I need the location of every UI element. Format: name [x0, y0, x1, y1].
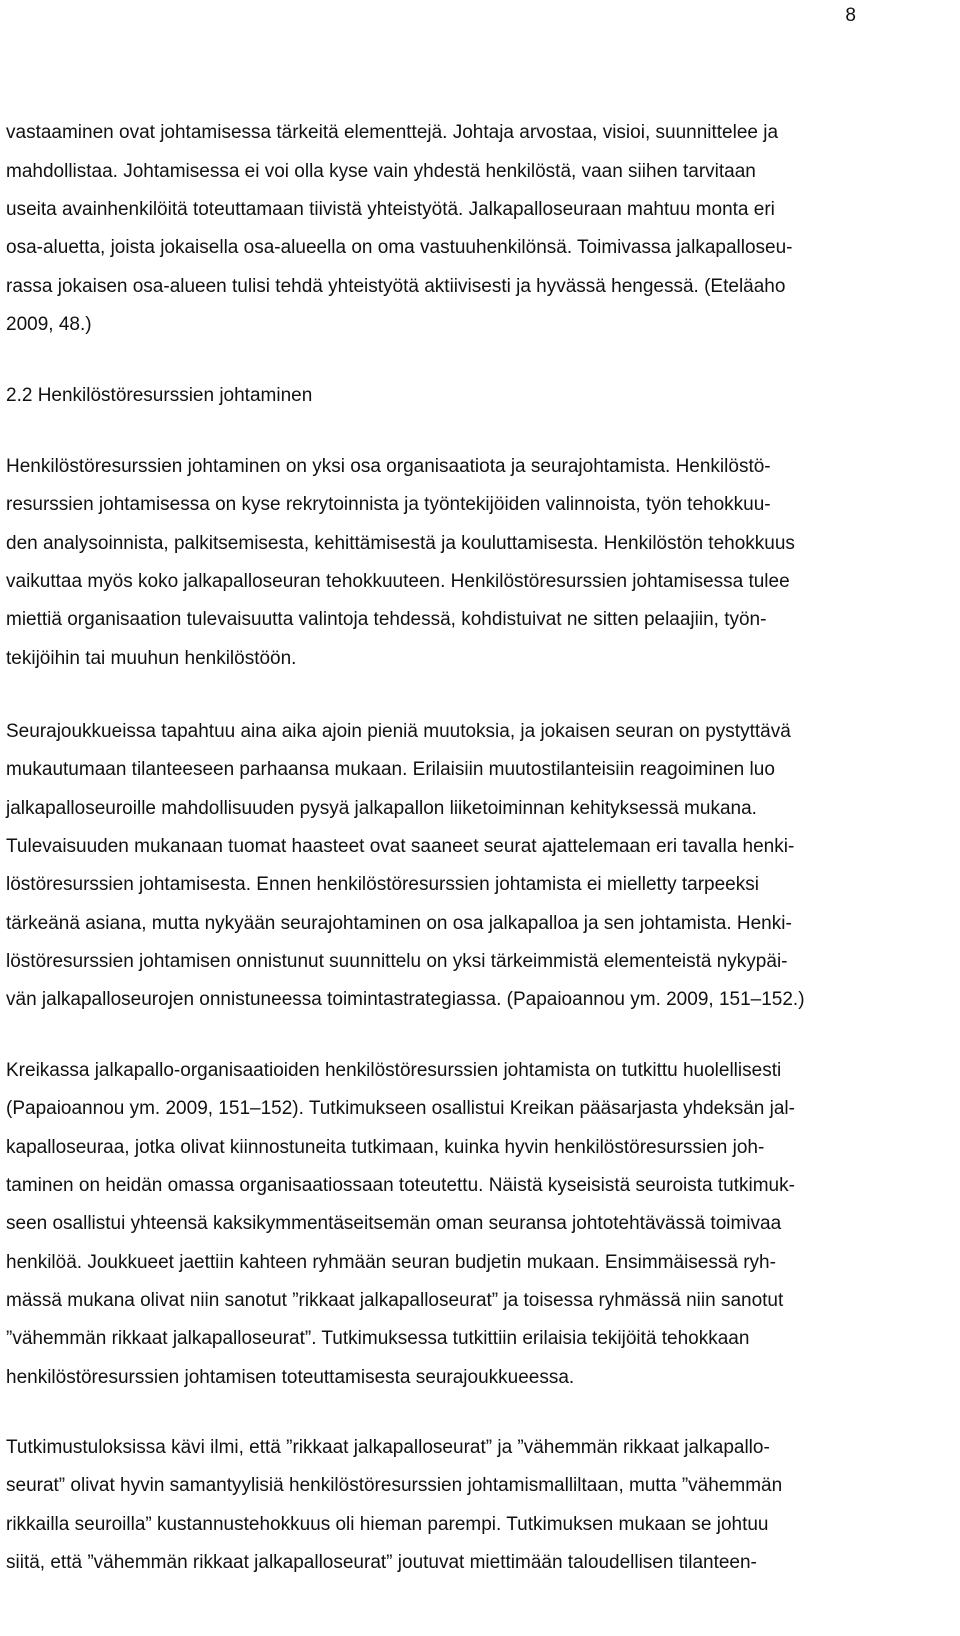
body-text-line: miettiä organisaation tulevaisuutta valintoja tehdessä, kohdistuivat ne sitten pelaajiin, työn-: [6, 609, 767, 630]
body-text-line: tärkeänä asiana, mutta nykyään seurajohtaminen on osa jalkapalloa ja sen johtamista. Henki-: [6, 913, 792, 934]
body-text-line: henkilöä. Joukkueet jaettiin kahteen ryhmään seuran budjetin mukaan. Ensimmäisessä ryh-: [6, 1252, 776, 1273]
body-text-line: Kreikassa jalkapallo-organisaatioiden henkilöstöresurssien johtamista on tutkittu huolellisesti: [6, 1060, 782, 1081]
section-heading: 2.2 Henkilöstöresurssien johtaminen: [6, 385, 313, 406]
body-text-line: 2009, 48.): [6, 314, 92, 335]
body-text-line: useita avainhenkilöitä toteuttamaan tiivistä yhteistyötä. Jalkapalloseuraan mahtuu monta eri: [6, 199, 775, 220]
body-text-line: löstöresurssien johtamisesta. Ennen henkilöstöresurssien johtamista ei mielletty tarpeeksi: [6, 874, 759, 895]
body-text-line: vaikuttaa myös koko jalkapalloseuran tehokkuuteen. Henkilöstöresurssien johtamisessa tulee: [6, 571, 790, 592]
body-text-line: rikkailla seuroilla” kustannustehokkuus oli hieman parempi. Tutkimuksen mukaan se johtuu: [6, 1514, 769, 1535]
body-text-line: Tulevaisuuden mukanaan tuomat haasteet ovat saaneet seurat ajattelemaan eri tavalla henki-: [6, 836, 795, 857]
body-text-line: rassa jokaisen osa-alueen tulisi tehdä yhteistyötä aktiivisesti ja hyvässä hengessä. (Eteläaho: [6, 276, 786, 297]
body-text-line: löstöresurssien johtamisen onnistunut suunnittelu on yksi tärkeimmistä elementeistä nykypäi-: [6, 951, 788, 972]
body-text-line: osa-aluetta, joista jokaisella osa-alueella on oma vastuuhenkilönsä. Toimivassa jalkapalloseu-: [6, 237, 793, 258]
body-text-line: siitä, että ”vähemmän rikkaat jalkapalloseurat” joutuvat miettimään taloudellisen tilanteen-: [6, 1552, 757, 1573]
body-text-line: mässä mukana olivat niin sanotut ”rikkaat jalkapalloseurat” ja toisessa ryhmässä niin sanotut: [6, 1290, 784, 1311]
body-text-line: henkilöstöresurssien johtamisen toteuttamisesta seurajoukkueessa.: [6, 1367, 575, 1388]
body-text-line: taminen on heidän omassa organisaatiossaan toteutettu. Näistä kyseisistä seuroista tutkimuk-: [6, 1175, 795, 1196]
body-text-line: seurat” olivat hyvin samantyylisiä henkilöstöresurssien johtamismalliltaan, mutta ”vähemmän: [6, 1475, 783, 1496]
body-text-line: Tutkimustuloksissa kävi ilmi, että ”rikkaat jalkapalloseurat” ja ”vähemmän rikkaat jalkapallo-: [6, 1437, 770, 1458]
body-text-line: ”vähemmän rikkaat jalkapalloseurat”. Tutkimuksessa tutkittiin erilaisia tekijöitä tehokkaan: [6, 1328, 750, 1349]
body-text-line: Henkilöstöresurssien johtaminen on yksi osa organisaatiota ja seurajohtamista. Henkilöstö-: [6, 456, 771, 477]
page-number: 8: [845, 5, 856, 26]
body-text-line: Seurajoukkueissa tapahtuu aina aika ajoin pieniä muutoksia, ja jokaisen seuran on pystyttävä: [6, 721, 791, 742]
body-text-line: mukautumaan tilanteeseen parhaansa mukaan. Erilaisiin muutostilanteisiin reagoiminen luo: [6, 759, 775, 780]
body-text-line: den analysoinnista, palkitsemisesta, kehittämisestä ja kouluttamisesta. Henkilöstön tehokkuus: [6, 533, 795, 554]
body-text-line: mahdollistaa. Johtamisessa ei voi olla kyse vain yhdestä henkilöstä, vaan siihen tarvitaan: [6, 161, 756, 182]
body-text-line: resurssien johtamisessa on kyse rekrytoinnista ja työntekijöiden valinnoista, työn tehokkuu-: [6, 494, 771, 515]
body-text-line: vän jalkapalloseurojen onnistuneessa toimintastrategiassa. (Papaioannou ym. 2009, 151–152.): [6, 989, 805, 1010]
body-text-line: seen osallistui yhteensä kaksikymmentäseitsemän oman seuransa johtotehtävässä toimivaa: [6, 1213, 782, 1234]
body-text-line: tekijöihin tai muuhun henkilöstöön.: [6, 648, 297, 669]
body-text-line: (Papaioannou ym. 2009, 151–152). Tutkimukseen osallistui Kreikan pääsarjasta yhdeksän jal-: [6, 1098, 795, 1119]
body-text-line: jalkapalloseuroille mahdollisuuden pysyä jalkapallon liiketoiminnan kehityksessä mukana.: [6, 798, 757, 819]
body-text-line: kapalloseuraa, jotka olivat kiinnostuneita tutkimaan, kuinka hyvin henkilöstöresurssien joh-: [6, 1137, 765, 1158]
body-text-line: vastaaminen ovat johtamisessa tärkeitä elementtejä. Johtaja arvostaa, visioi, suunnittelee ja: [6, 122, 779, 143]
